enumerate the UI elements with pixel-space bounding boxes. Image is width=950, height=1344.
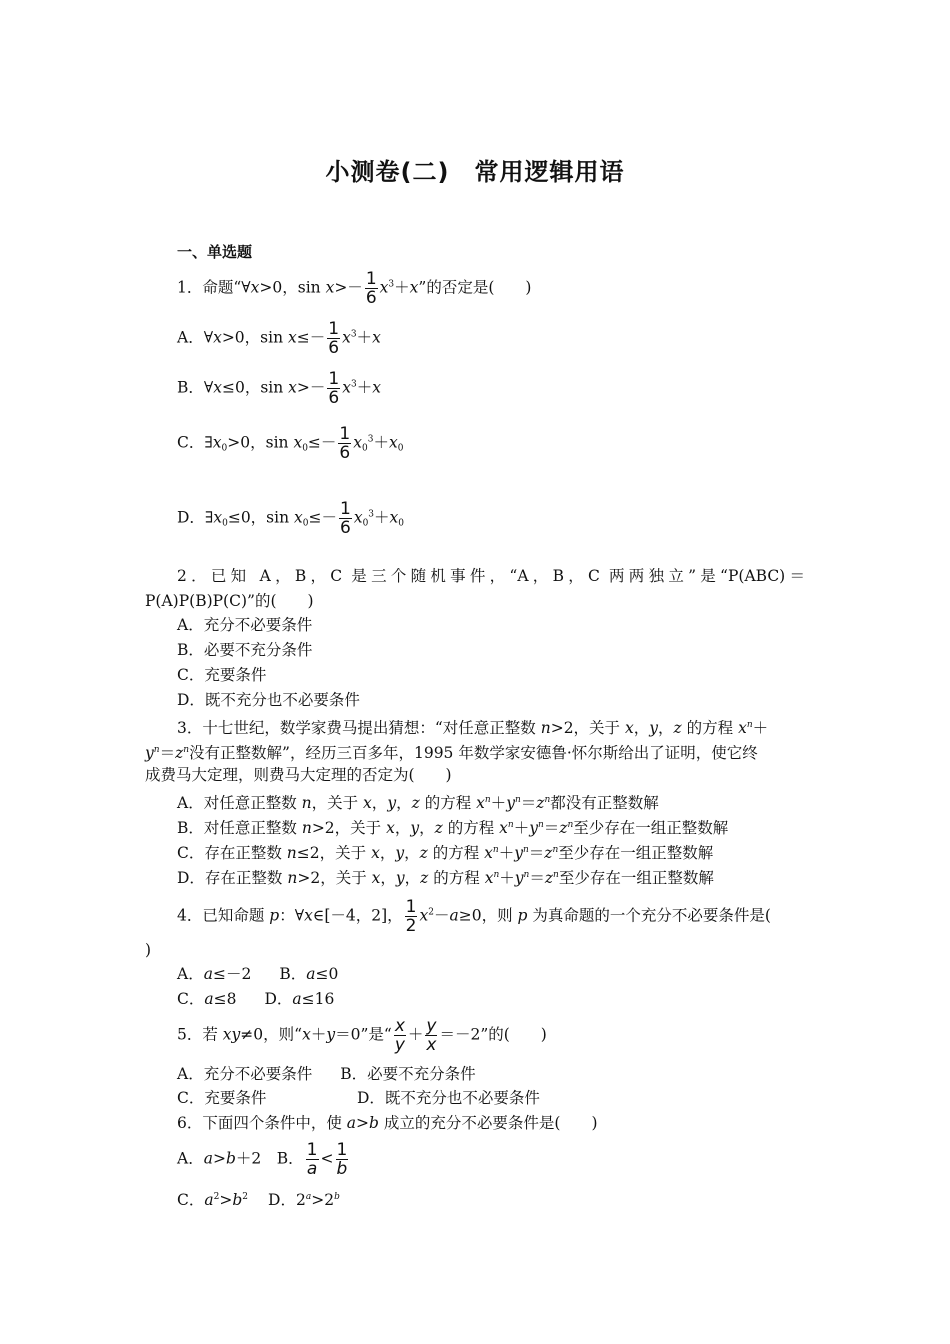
question-4-options-row-2: C．a≤8 D．a≤16 xyxy=(177,990,335,1008)
question-3-line-3: 成费马大定理，则费马大定理的否定为( ) xyxy=(145,766,452,784)
question-3-option-c: C．存在正整数 n≤2，关于 x，y，z 的方程 $x^n+y^n=z^n$至少存在一组正整数解 xyxy=(177,844,714,862)
section-heading: 一、单选题 xyxy=(177,243,253,261)
question-4-options-row-1: A．a≤－2 B．a≤0 xyxy=(177,965,339,983)
question-6-options-row-2: C．$a^2>b^2$ D．$2^a>2^b$ xyxy=(177,1191,340,1209)
question-3-line-1: 3．十七世纪，数学家费马提出猜想：“对任意正整数 n>2，关于 x，y，z 的方程 $x^n+$ xyxy=(177,719,769,737)
question-6-options-row-1: A．a>b＋2 B． $\frac{1}{a}$ < $\frac{1}{b}$ xyxy=(177,1140,348,1179)
question-2-line-2: P(A)P(B)P(C)”的( ) xyxy=(145,592,314,610)
question-3-option-a: A．对任意正整数 n，关于 x，y，z 的方程 $x^n+y^n=z^n$都没有正整数解 xyxy=(177,794,659,812)
question-1-option-d: D．$\exists x_0\le 0$，$\sin x_0\le-$ $\frac{1}{6}$ $x_0^3+x_0$ xyxy=(177,499,405,538)
question-1-option-c: C．$\exists x_0>0$，$\sin x_0\le-$ $\frac{1}{6}$ $x_0^3+x_0$ xyxy=(177,424,404,463)
question-3-option-d: D．存在正整数 n>2，关于 x，y，z 的方程 $x^n+y^n=z^n$至少存在一组正整数解 xyxy=(177,869,714,887)
question-4-stem: 4．已知命题 p：∀x∈[－4，2]， $\frac{1}{2}$ $x^2-a\ge 0$，则 p 为真命题的一个充分不必要条件是( xyxy=(177,897,771,936)
question-1-stem: 1．命题“∀x>0，sin x>－ $\frac{1}{6}$ $x^3+x$”的否定是( ) xyxy=(177,269,532,308)
question-5-options-row-1: A．充分不必要条件 B．必要不充分条件 xyxy=(177,1065,476,1083)
question-2-option-d: D．既不充分也不必要条件 xyxy=(177,691,360,709)
question-1-option-a: A．∀x>0，sin x≤－ $\frac{1}{6}$ $x^3+x$ xyxy=(177,319,381,358)
question-3-line-2: $y^n=z^n$没有正整数解”，经历三百多年，1995 年数学家安德鲁·怀尔斯给出了证明，使它终 xyxy=(145,744,758,762)
question-2-line-1: 2．已知 A，B，C 是三个随机事件，“A，B，C 两两独立”是“P(ABC)＝ xyxy=(177,567,805,585)
question-2-option-b: B．必要不充分条件 xyxy=(177,641,313,659)
fraction: $\frac{1}{6}$ xyxy=(365,269,377,308)
question-2-option-c: C．充要条件 xyxy=(177,666,267,684)
question-1-option-b: B．∀x≤0，sin x>－ $\frac{1}{6}$ $x^3+x$ xyxy=(177,369,381,408)
question-2-option-a: A．充分不必要条件 xyxy=(177,616,313,634)
question-5-options-row-2: C．充要条件 D．既不充分也不必要条件 xyxy=(177,1089,540,1107)
question-3-option-b: B．对任意正整数 n>2，关于 x，y，z 的方程 $x^n+y^n=z^n$至少存在一组正整数解 xyxy=(177,819,729,837)
page-title: 小测卷(二) 常用逻辑用语 xyxy=(325,158,625,186)
question-6-stem: 6．下面四个条件中，使 a>b 成立的充分不必要条件是( ) xyxy=(177,1114,598,1132)
question-4-stem-wrap: ) xyxy=(145,941,152,959)
question-5-stem: 5．若 xy≠0，则“x＋y＝0”是“ $\frac{x}{y}$ ＋ $\frac{y}{x}$ ＝－2”的( ) xyxy=(177,1016,547,1055)
